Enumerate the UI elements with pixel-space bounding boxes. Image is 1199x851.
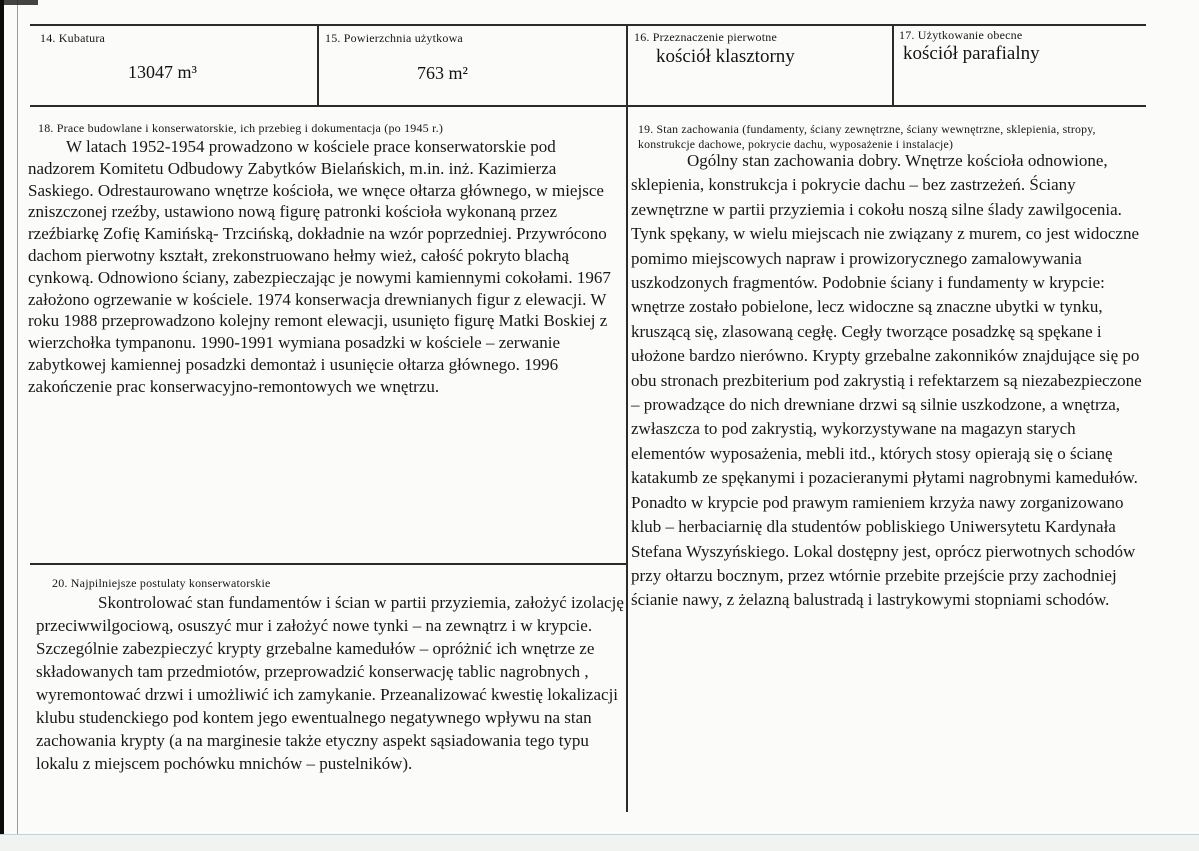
field-17-label: 17. Użytkowanie obecne <box>899 28 1023 42</box>
field-17-value: kościół parafialny <box>903 43 1040 64</box>
divider-f16-f17 <box>892 24 894 107</box>
table-border-top <box>30 24 1146 26</box>
field-14-label: 14. Kubatura <box>40 31 106 45</box>
field-16-label: 16. Przeznaczenie pierwotne <box>634 30 777 44</box>
center-column-divider <box>626 105 628 812</box>
field-18-label: 18. Prace budowlane i konserwatorskie, ich przebieg i dokumentacja (po 1945 r.) <box>38 121 444 135</box>
divider-f15-f16 <box>626 24 628 107</box>
field-15-value: 763 m² <box>417 63 468 83</box>
divider-f14-f15 <box>317 24 319 107</box>
scan-edge-strip <box>0 0 4 851</box>
table-border-row1-bottom <box>30 105 1146 107</box>
paper-fold-line <box>17 0 18 847</box>
field-19-label: 19. Stan zachowania (fundamenty, ściany zewnętrzne, ściany wewnętrzne, sklepienia, stropy, konstrukcje dachowe, pokrycie dachu, wyposażenie i instalacje) <box>638 122 1096 152</box>
field-20-text: Skontrolować stan fundamentów i ścian w partii przyziemia, założyć izolację przeciwwilgociową, osuszyć mur i założyć nowe tynki – na zewnątrz i w krypcie. Szczególnie zabezpieczyć krypty grzebalne kamedułów – opróżnić ich wnętrze ze składowanych tam przedmiotów, przeprowadzić konserwację tablic nagrobnych , wyremontować drzwi i umożliwić ich zamykanie. Przeanalizować kwestię lokalizacji klubu studenckiego pod kontem jego ewentualnego negatywnego wpływu na stan zachowania krypty (a na marginesie także etyczny aspekt sąsiadowania tego typu lokalu z miejscem pochówku mnichów – pustelników). <box>36 593 624 773</box>
field-20-label: 20. Najpilniejsze postulaty konserwatorskie <box>52 576 271 590</box>
divider-f18-f20 <box>30 563 627 565</box>
field-19-text: Ogólny stan zachowania dobry. Wnętrze kościoła odnowione, sklepienia, konstrukcja i pokrycie dachu – bez zastrzeżeń. Ściany zewnętrzne w partii przyziemia i cokołu noszą silne ślady zawilgocenia. Tynk spękany, w wielu miejscach nie związany z murem, co jest widoczne pomimo miejscowych napraw i prowizorycznego zamalowywania uszkodzonych fragmentów. Podobnie ściany i fundamenty w krypcie: wnętrze zostało pobielone, lecz widoczne są znaczne ubytki w tynku, kruszącą się, zlasowaną cegłę. Cegły tworzące posadzkę są spękane i ułożone bardzo nierówno. Krypty grzebalne zakonników znajdujące się po obu stronach prezbiterium pod zakrystią i refektarzem są niezabezpieczone – prowadzące do nich drewniane drzwi są silnie uszkodzone, a wnętrza, zwłaszcza to pod zakrystią, wykorzystywane na magazyn starych elementów wyposażenia, mebli itd., których stosy opierają się o ścianę katakumb ze spękanymi i pozacieranymi płytami nagrobnymi kamedułów. Ponadto w krypcie pod prawym ramieniem krzyża nawy zorganizowano klub – herbaciarnię dla studentów pobliskiego Uniwersytetu Kardynała Stefana Wyszyńskiego. Lokal dostępny jest, oprócz pierwotnych schodów przy ołtarzu bocznym, przez wtórnie przebite przejście przy zachodniej ścianie nawy, z żelazną balustradą i lastrykowymi stopniami schodów. <box>631 151 1142 610</box>
field-16-value: kościół klasztorny <box>656 46 795 67</box>
scanner-background <box>0 835 1199 851</box>
scan-corner-smudge <box>4 0 38 5</box>
field-14-value: 13047 m³ <box>128 62 197 82</box>
field-18-text: W latach 1952-1954 prowadzono w kościele prace konserwatorskie pod nadzorem Komitetu Odbudowy Zabytków Bielańskich, m.in. inż. Kazimierza Saskiego. Odrestaurowano wnętrze kościoła, we wnęce ołtarza głównego, w miejsce zniszczonej rzeźby, ustawiono nową figurę patronki kościoła wykonaną przez rzeźbiarkę Zofię Kamińską- Trzcińską, dokładnie na wzór poprzedniej. Przywrócono dachom pierwotny kształt, zrekonstruowano hełmy wież, całość pokryto blachą cynkową. Odnowiono ściany, zabezpieczając je nowymi kamiennymi cokołami. 1967 założono ogrzewanie w kościele. 1974 konserwacja drewnianych figur z elewacji. W roku 1988 przeprowadzono kolejny remont elewacji, usunięto figurę Matki Boskiej z wierzchołka tympanonu. 1990-1991 wymiana posadzki w kościele – zerwanie zabytkowej kamiennej posadzki demontaż i usunięcie ołtarza głównego. 1996 zakończenie prac konserwacyjno-remontowych we wnętrzu. <box>28 137 611 396</box>
field-15-label: 15. Powierzchnia użytkowa <box>325 31 463 45</box>
